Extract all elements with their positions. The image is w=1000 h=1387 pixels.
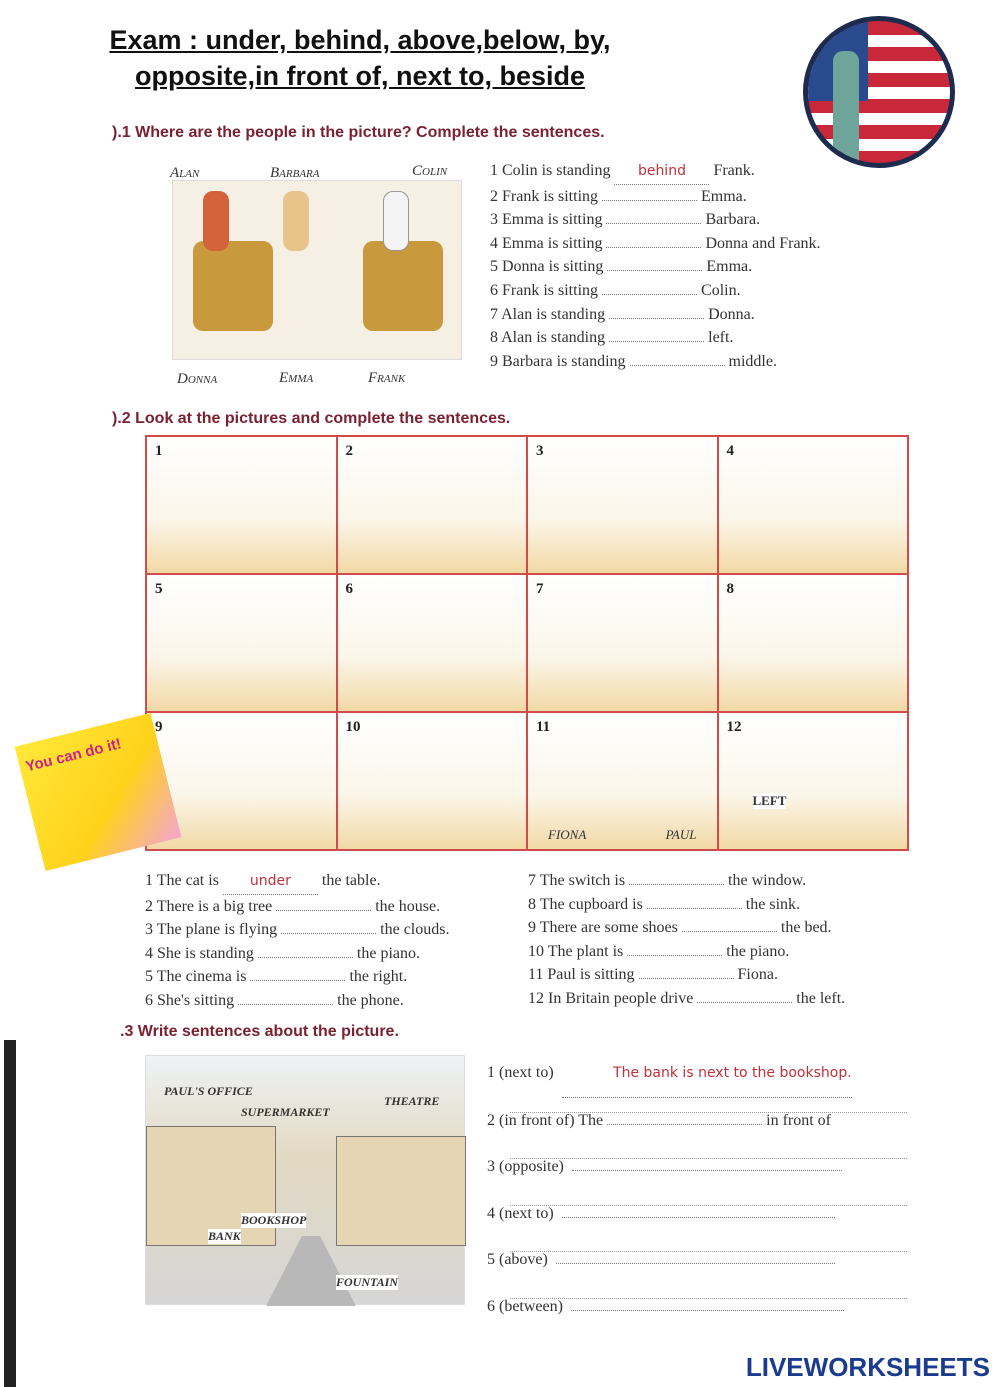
answer-field[interactable] bbox=[606, 234, 701, 248]
sentence-number: 10 bbox=[528, 942, 544, 960]
sentence-number: 12 bbox=[528, 989, 544, 1007]
sentence-start: In Britain people drive bbox=[548, 989, 694, 1007]
sentence-number: 3 bbox=[490, 211, 498, 229]
answer-field[interactable] bbox=[250, 967, 345, 981]
answer-field[interactable] bbox=[556, 1250, 835, 1264]
sentence-number: 7 bbox=[490, 305, 498, 323]
name-barbara: Barbara bbox=[270, 165, 320, 181]
picture-cell bbox=[718, 574, 909, 712]
answer-field[interactable] bbox=[647, 895, 742, 909]
answer-line[interactable] bbox=[510, 1205, 907, 1206]
answer-field[interactable]: behind bbox=[614, 160, 709, 185]
sentence-start: The plane is flying bbox=[156, 921, 278, 939]
sentence bbox=[145, 895, 449, 919]
picture-number: 10 bbox=[345, 719, 361, 735]
sentence-start: The bbox=[578, 1111, 604, 1129]
sentence-end: the table. bbox=[321, 872, 381, 889]
sentence-start: There is a big tree bbox=[156, 897, 273, 915]
sentence bbox=[145, 942, 449, 966]
sentence bbox=[528, 869, 845, 893]
name-alan: Alan bbox=[170, 165, 200, 181]
sentence-start: The cupboard is bbox=[539, 895, 643, 913]
section-1-sentences bbox=[490, 159, 821, 373]
armchair bbox=[193, 241, 273, 331]
answer-field[interactable] bbox=[609, 305, 704, 319]
picture-cell bbox=[337, 436, 528, 574]
sentence bbox=[490, 303, 821, 327]
sentence-number: 5 bbox=[487, 1251, 495, 1268]
name-donna: Donna bbox=[177, 371, 218, 387]
sentence-start: She is standing bbox=[157, 944, 254, 962]
title-line-1: Exam : under, behind, above,below, by, bbox=[109, 25, 611, 55]
sentence-end: the window. bbox=[728, 872, 807, 889]
picture-number: 12 bbox=[726, 719, 742, 735]
person-figure bbox=[383, 191, 409, 251]
sentence-end: Emma. bbox=[701, 187, 747, 205]
sentence bbox=[490, 232, 821, 256]
sentence bbox=[528, 940, 845, 964]
sentence-end: middle. bbox=[728, 352, 777, 370]
answer-field[interactable] bbox=[682, 918, 777, 932]
sentence bbox=[528, 893, 845, 917]
picture-number: 11 bbox=[536, 719, 551, 735]
sentence-end: in front of bbox=[766, 1111, 831, 1129]
section-1-heading: ).1 Where are the people in the picture? Complete the sentences. bbox=[112, 124, 605, 141]
picture-grid bbox=[145, 435, 909, 851]
picture-cell bbox=[146, 574, 337, 712]
sentence-number: 4 bbox=[490, 234, 498, 252]
answer-field[interactable] bbox=[602, 187, 697, 201]
person-figure bbox=[283, 191, 309, 251]
section-3-heading: .3 Write sentences about the picture. bbox=[120, 1023, 399, 1040]
answer-field[interactable]: under bbox=[223, 870, 318, 895]
sentence-start: Paul is sitting bbox=[547, 966, 635, 984]
cue: (between) bbox=[499, 1297, 563, 1315]
sentence-number: 4 bbox=[487, 1204, 495, 1222]
sentence bbox=[487, 1284, 856, 1331]
sentence bbox=[528, 963, 845, 987]
picture-number: 5 bbox=[155, 581, 163, 597]
building bbox=[336, 1136, 466, 1246]
sentence-end: left. bbox=[708, 329, 734, 347]
sentence bbox=[145, 918, 449, 942]
sentence bbox=[145, 869, 449, 895]
sentence-number: 6 bbox=[487, 1297, 495, 1315]
label-supermarket: SUPERMARKET bbox=[241, 1105, 330, 1119]
answer-line[interactable] bbox=[510, 1251, 907, 1252]
sentence-end: the left. bbox=[796, 989, 846, 1007]
sentence bbox=[528, 987, 845, 1011]
answer-field[interactable] bbox=[276, 897, 371, 911]
sentence-number: 5 bbox=[145, 968, 153, 986]
sentence bbox=[490, 185, 821, 209]
picture-number: 1 bbox=[155, 443, 163, 459]
answer-field[interactable] bbox=[630, 352, 725, 366]
sentence-end: the piano. bbox=[726, 942, 790, 960]
sentence-start: Frank is sitting bbox=[502, 281, 599, 299]
sentence-end: Colin. bbox=[701, 281, 741, 299]
picture-cell bbox=[146, 436, 337, 574]
sentence-end: the house. bbox=[375, 897, 441, 915]
answer-field[interactable] bbox=[607, 257, 702, 271]
section-2-sentences-right bbox=[528, 869, 845, 1011]
sentence-end: the bed. bbox=[780, 919, 832, 937]
sentence-number: 5 bbox=[490, 258, 498, 276]
title-line-2: opposite,in front of, next to, beside bbox=[135, 61, 585, 91]
sentence-number: 2 bbox=[490, 187, 498, 205]
picture-number: 2 bbox=[345, 443, 353, 459]
sentence-end: the phone. bbox=[337, 991, 404, 1009]
road bbox=[266, 1236, 356, 1306]
sentence-start: Frank is sitting bbox=[502, 187, 599, 205]
sentence-start: Barbara is standing bbox=[502, 352, 626, 370]
page-edge-bar bbox=[4, 1040, 16, 1387]
picture-cell bbox=[527, 436, 718, 574]
sentence-end: the right. bbox=[349, 968, 408, 986]
cue: (next to) bbox=[499, 1204, 554, 1222]
sign-left: LEFT bbox=[752, 793, 787, 808]
cue: (next to) bbox=[499, 1064, 554, 1081]
section-3-sentences bbox=[487, 1050, 856, 1330]
sentence bbox=[528, 916, 845, 940]
sentence-end: the clouds. bbox=[380, 921, 450, 939]
picture-cell bbox=[718, 712, 909, 850]
sentence-end: Fiona. bbox=[737, 966, 778, 984]
answer-field[interactable] bbox=[609, 328, 704, 342]
sentence-start: Donna is sitting bbox=[502, 258, 604, 276]
section-2-heading: ).2 Look at the pictures and complete the sentences. bbox=[112, 410, 511, 427]
armchair bbox=[363, 241, 443, 331]
sentence bbox=[487, 1098, 856, 1145]
answer-field[interactable] bbox=[572, 1157, 842, 1171]
sentence-number: 2 bbox=[487, 1111, 495, 1129]
name-emma: Emma bbox=[279, 370, 314, 386]
answer-field[interactable] bbox=[281, 920, 376, 934]
page-title bbox=[30, 22, 690, 94]
sentence-start: Colin is standing bbox=[502, 162, 611, 179]
liveworksheets-watermark: LIVEWORKSHEETS bbox=[745, 1352, 990, 1382]
sentence-start: Emma is sitting bbox=[502, 234, 603, 252]
sentence-number: 8 bbox=[490, 329, 498, 347]
building bbox=[146, 1126, 276, 1246]
answer-field[interactable] bbox=[258, 944, 353, 958]
sentence bbox=[487, 1191, 856, 1238]
answer-line[interactable] bbox=[510, 1298, 907, 1299]
picture-number: 3 bbox=[536, 443, 544, 459]
sentence bbox=[145, 965, 449, 989]
caption-fiona: FIONA bbox=[548, 827, 587, 842]
sentence-end: the piano. bbox=[356, 944, 420, 962]
sentence-end: Barbara. bbox=[705, 211, 761, 229]
sentence bbox=[145, 989, 449, 1013]
label-bank: BANK bbox=[208, 1229, 241, 1243]
sentence bbox=[490, 326, 821, 350]
answer-field[interactable] bbox=[639, 965, 734, 979]
sentence bbox=[487, 1050, 856, 1098]
answer-field[interactable] bbox=[629, 871, 724, 885]
sentence-start: Alan is standing bbox=[501, 329, 606, 347]
label-bookshop: BOOKSHOP bbox=[241, 1213, 307, 1227]
picture-cell bbox=[718, 436, 909, 574]
sentence-start: The cinema is bbox=[156, 968, 247, 986]
sentence-number: 9 bbox=[528, 919, 536, 937]
sentence-start: The cat is bbox=[156, 872, 219, 889]
sentence-number: 7 bbox=[528, 872, 536, 889]
answer-line[interactable] bbox=[510, 1112, 907, 1113]
cue: (opposite) bbox=[499, 1158, 564, 1175]
sentence-number: 1 bbox=[490, 162, 498, 179]
picture-cell bbox=[527, 712, 718, 850]
sentence-number: 11 bbox=[528, 966, 544, 984]
sentence-end: Frank. bbox=[713, 162, 755, 179]
cue: (in front of) bbox=[499, 1111, 575, 1129]
sentence bbox=[487, 1144, 856, 1191]
answer-field[interactable] bbox=[606, 210, 701, 224]
sentence bbox=[490, 208, 821, 232]
sentence-end: Donna and Frank. bbox=[705, 234, 821, 252]
picture-cell bbox=[337, 712, 528, 850]
section-2-sentences-left bbox=[145, 869, 449, 1013]
sentence-start: The switch is bbox=[539, 872, 626, 889]
logo bbox=[803, 16, 955, 168]
picture-cell bbox=[527, 574, 718, 712]
sentence-number: 3 bbox=[487, 1158, 495, 1175]
sentence-number: 3 bbox=[145, 921, 153, 939]
sentence-number: 2 bbox=[145, 897, 153, 915]
caption-paul: PAUL bbox=[665, 827, 697, 842]
sentence-number: 1 bbox=[487, 1064, 495, 1081]
sentence-number: 8 bbox=[528, 895, 536, 913]
person-figure bbox=[203, 191, 229, 251]
picture-cell bbox=[337, 574, 528, 712]
answer-line[interactable] bbox=[510, 1158, 907, 1159]
label-theatre: THEATRE bbox=[384, 1094, 440, 1108]
sentence-number: 4 bbox=[145, 944, 153, 962]
sentence-start: She's sitting bbox=[157, 991, 235, 1009]
sentence-end: Emma. bbox=[706, 258, 753, 276]
cue: (above) bbox=[499, 1251, 548, 1268]
sentence bbox=[487, 1237, 856, 1284]
label-pauls-office: PAUL'S OFFICE bbox=[164, 1084, 253, 1098]
label-fountain: FOUNTAIN bbox=[336, 1275, 399, 1289]
answer-field[interactable] bbox=[627, 942, 722, 956]
sentence-number: 6 bbox=[145, 991, 153, 1009]
picture-number: 7 bbox=[536, 581, 544, 597]
sentence-end: the sink. bbox=[745, 895, 801, 913]
sticker-text: You can do it! bbox=[23, 735, 124, 776]
sentence-start: There are some shoes bbox=[539, 919, 678, 937]
answer-field[interactable] bbox=[602, 281, 697, 295]
statue-of-liberty-icon bbox=[833, 51, 859, 161]
picture-number: 8 bbox=[726, 581, 734, 597]
name-frank: Frank bbox=[368, 370, 406, 386]
sentence-number: 6 bbox=[490, 281, 498, 299]
sentence-start: The plant is bbox=[547, 942, 624, 960]
picture-number: 4 bbox=[726, 443, 734, 459]
picture-number: 6 bbox=[345, 581, 353, 597]
sentence bbox=[490, 279, 821, 303]
sentence-end: Donna. bbox=[708, 305, 755, 323]
answer-field[interactable] bbox=[238, 991, 333, 1005]
sentence-start: Emma is sitting bbox=[502, 211, 603, 229]
sentence bbox=[490, 159, 821, 185]
sentence bbox=[490, 350, 821, 374]
street-picture bbox=[145, 1055, 465, 1305]
sentence bbox=[490, 255, 821, 279]
name-colin: Colin bbox=[412, 163, 448, 179]
sentence-number: 9 bbox=[490, 352, 498, 370]
sentence-number: 1 bbox=[145, 872, 153, 889]
picture-number: 9 bbox=[155, 719, 163, 735]
answer-field[interactable] bbox=[697, 989, 792, 1003]
people-picture bbox=[172, 180, 462, 360]
answer-field[interactable]: The bank is next to the bookshop. bbox=[562, 1050, 852, 1098]
sentence-start: Alan is standing bbox=[501, 305, 606, 323]
